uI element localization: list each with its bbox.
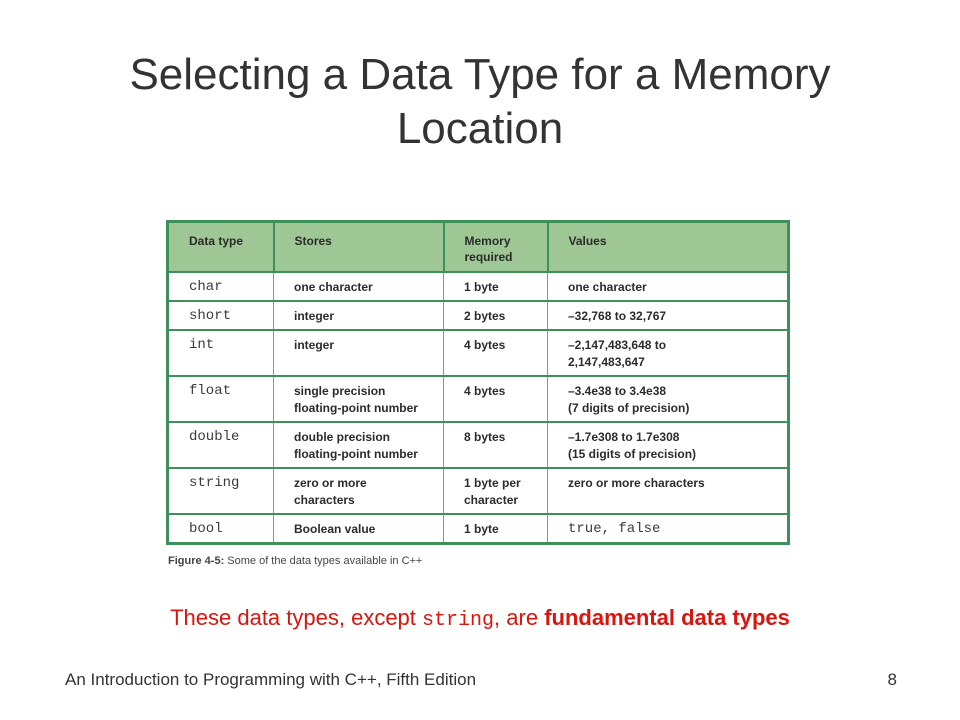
cell-values <box>548 422 789 468</box>
cell-stores <box>274 272 444 301</box>
cell-values-line: 2,147,483,647 <box>568 355 645 369</box>
cell-values <box>548 514 789 544</box>
table-row <box>168 468 789 514</box>
slide-title: Selecting a Data Type for a Memory Location <box>129 50 831 153</box>
cell-values-line: –2,147,483,648 to <box>568 338 667 352</box>
cell-data-type <box>168 514 274 544</box>
figure-data-types <box>166 220 792 567</box>
figure-caption-label: Figure 4-5: <box>168 555 225 567</box>
cell-data-type <box>168 330 274 376</box>
cell-stores <box>274 330 444 376</box>
table-header-row <box>168 222 789 273</box>
cell-values-line: –3.4e38 to 3.4e38 <box>568 384 667 398</box>
cell-memory-line: 1 byte per <box>464 476 521 490</box>
cell-stores-line: integer <box>294 309 335 323</box>
header-stores: Stores <box>274 222 444 273</box>
cell-values-line: (7 digits of precision) <box>568 401 690 415</box>
header-values: Values <box>548 222 789 273</box>
figure-caption-text: Some of the data types available in C++ <box>224 555 423 567</box>
cell-memory <box>444 272 548 301</box>
fundamental-types-note <box>0 604 960 635</box>
cell-memory-line: 4 bytes <box>464 384 506 398</box>
cell-memory <box>444 468 548 514</box>
cell-data-type <box>168 376 274 422</box>
cell-stores-line: floating-point number <box>294 401 418 415</box>
cell-memory-line: 8 bytes <box>464 430 506 444</box>
cell-stores <box>274 468 444 514</box>
cell-data-type <box>168 422 274 468</box>
cell-memory-line: 2 bytes <box>464 309 506 323</box>
cell-stores-line: characters <box>294 493 355 507</box>
cell-data-type-line: bool <box>189 521 223 537</box>
cell-values-line: zero or more characters <box>568 476 705 490</box>
note-code-string: string <box>422 609 495 632</box>
cell-memory <box>444 376 548 422</box>
figure-caption <box>166 555 792 567</box>
cell-memory-line: 1 byte <box>464 522 499 536</box>
header-memory-line2: required <box>464 250 513 264</box>
cell-values <box>548 301 789 330</box>
cell-memory <box>444 422 548 468</box>
note-text-1: These data types, except <box>170 605 423 630</box>
table-row <box>168 272 789 301</box>
cell-stores <box>274 376 444 422</box>
header-data-type: Data type <box>168 222 274 273</box>
cell-values-line: one character <box>568 280 647 294</box>
cell-data-type-line: string <box>189 475 240 491</box>
footer-page-number: 8 <box>887 670 897 689</box>
header-memory-line1: Memory <box>464 234 511 248</box>
cell-values <box>548 330 789 376</box>
cell-data-type-line: double <box>189 429 240 445</box>
cell-stores <box>274 514 444 544</box>
cell-stores-line: single precision <box>294 384 386 398</box>
table-row <box>168 376 789 422</box>
data-types-table <box>166 220 790 545</box>
table-row <box>168 514 789 544</box>
cell-values-line: (15 digits of precision) <box>568 447 697 461</box>
cell-values-line: –32,768 to 32,767 <box>568 309 667 323</box>
cell-data-type-line: int <box>189 337 215 353</box>
cell-stores-line: double precision <box>294 430 391 444</box>
header-memory-required <box>444 222 548 273</box>
cell-memory <box>444 514 548 544</box>
note-bold-text: fundamental data types <box>544 605 790 630</box>
cell-stores-line: one character <box>294 280 373 294</box>
table-row <box>168 301 789 330</box>
cell-values <box>548 468 789 514</box>
cell-values-line: true, false <box>568 521 661 537</box>
note-text-2: , are <box>494 605 545 630</box>
cell-memory <box>444 330 548 376</box>
cell-memory-line: character <box>464 493 519 507</box>
cell-memory-line: 1 byte <box>464 280 499 294</box>
cell-data-type <box>168 301 274 330</box>
cell-values-line: –1.7e308 to 1.7e308 <box>568 430 680 444</box>
cell-values <box>548 376 789 422</box>
cell-data-type-line: char <box>189 279 223 295</box>
cell-data-type-line: float <box>189 383 232 399</box>
cell-stores <box>274 301 444 330</box>
cell-stores-line: floating-point number <box>294 447 418 461</box>
cell-data-type <box>168 468 274 514</box>
cell-stores-line: integer <box>294 338 335 352</box>
cell-data-type <box>168 272 274 301</box>
cell-memory-line: 4 bytes <box>464 338 506 352</box>
cell-stores-line: Boolean value <box>294 522 376 536</box>
footer-book-title: An Introduction to Programming with C++, Fifth Edition <box>65 670 477 689</box>
cell-data-type-line: short <box>189 308 232 324</box>
cell-memory <box>444 301 548 330</box>
table-row <box>168 330 789 376</box>
table-row <box>168 422 789 468</box>
cell-values <box>548 272 789 301</box>
cell-stores-line: zero or more <box>294 476 367 490</box>
cell-stores <box>274 422 444 468</box>
